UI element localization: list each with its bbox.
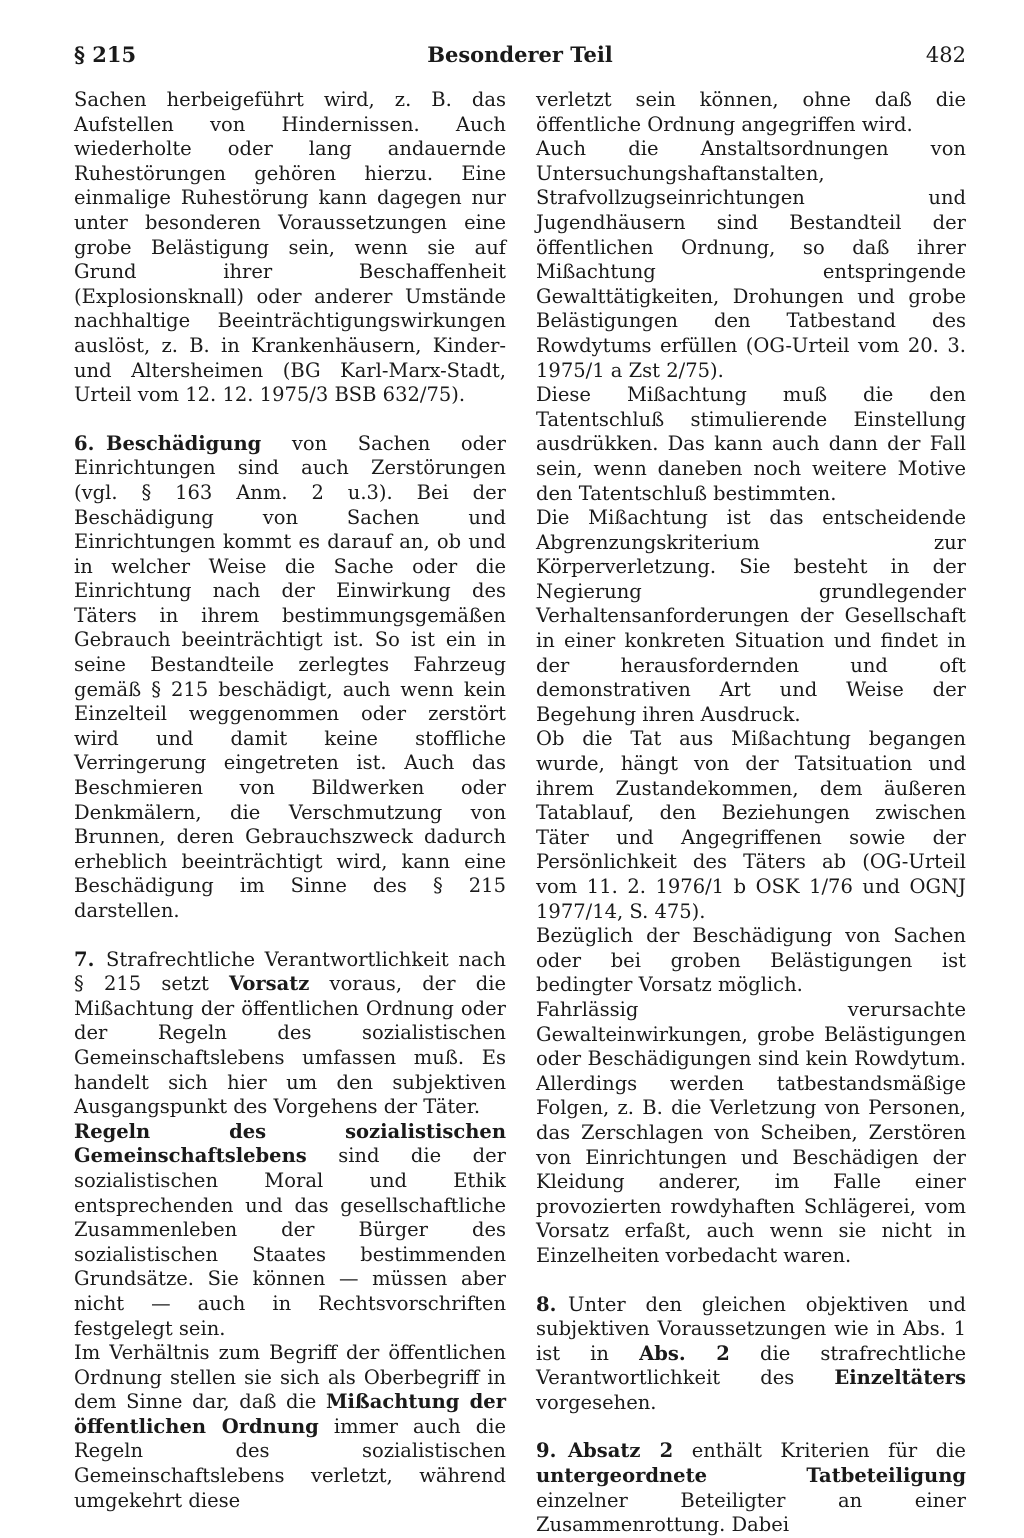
paragraph-text: Im Verhältnis zum Begriff der öffentlichen Ordnung stellen sie sich als Oberbegriff in dem Sinne dar, daß die	[74, 1341, 506, 1414]
page-header	[74, 38, 966, 72]
note-number: 9.	[536, 1439, 557, 1463]
note-text: enthält Kriterien für die	[673, 1439, 966, 1463]
paragraph: Die Mißachtung ist das entscheidende Abgrenzungskriterium zur Körperverletzung. Sie besteht in der Negierung grundlegender Verhaltensanforderungen der Gesellschaft in einer konkreten Situation und findet in der herausfordernden und oft demonstrativen Art und Weise der Begehung ihren Ausdruck.	[536, 506, 966, 726]
bold-term: Einzeltäters	[834, 1366, 966, 1390]
paragraph: Bezüglich der Beschädigung von Sachen oder bei groben Belästigungen ist bedingter Vorsatz möglich.	[536, 924, 966, 997]
bold-term: Absatz 2	[568, 1439, 674, 1463]
note-number: 7.	[74, 947, 95, 971]
note-text: voraus, der die Mißachtung der öffentlichen Ordnung oder der Regeln des sozialistischen Gemeinschaftslebens umfassen muß. Es handelt sich hier um den subjektiven Ausgangspunkt des Vorgehens der Täter.	[74, 972, 506, 1119]
paragraph: Diese Mißachtung muß die den Tatentschluß stimulierende Einstellung ausdrükken. Das kann auch dann der Fall sein, wenn daneben noch weitere Motive den Tatentschluß bestimmten.	[536, 383, 966, 505]
note-text: die strafrechtliche Verantwortlichkeit des	[536, 1341, 967, 1390]
left-column	[74, 88, 506, 1513]
bold-term: Abs. 2	[639, 1341, 730, 1365]
note-text: einzelner Beteiligter an einer Zusammenrottung. Dabei	[536, 1488, 966, 1537]
bold-term: Regeln des sozialistischen Gemeinschaftslebens	[74, 1119, 506, 1168]
note-9	[536, 1439, 966, 1537]
paragraph: Sachen herbeigeführt wird, z. B. das Aufstellen von Hindernissen. Auch wiederholte oder lang andauernde Ruhestörungen gehören hierzu. Eine einmalige Ruhestörung kann dagegen nur unter besonderen Voraussetzungen eine grobe Belästigung sein, wenn sie auf Grund ihrer Beschaffenheit (Explosionsknall) oder anderer Umstände nachhaltige Beeinträchtigungswirkungen auslöst, z. B. in Krankenhäusern, Kinder- und Altersheimen (BG Karl-Marx-Stadt, Urteil vom 12. 12. 1975/3 BSB 632/75).	[74, 88, 506, 407]
note-text: Unter den gleichen objektiven und subjektiven Voraussetzungen wie in Abs. 1 ist in	[536, 1292, 966, 1365]
running-title: Besonderer Teil	[427, 42, 613, 67]
bold-term: Beschädigung	[106, 431, 262, 455]
note-7	[74, 948, 506, 1120]
note-text: von Sachen oder Einrichtungen sind auch Zerstörungen (vgl. § 163 Anm. 2 u.3). Bei der Beschädigung von Sachen und Einrichtungen kommt es darauf an, ob und in welcher Weise die Sache oder die Einrichtung nach der Einwirkung des Täters in ihrem bestimmungsgemäßen Gebrauch beeinträchtigt ist. So ist ein in seine Bestandteile zerlegtes Fahrzeug gemäß § 215 beschädigt, auch wenn kein Einzelteil weggenommen oder zerstört wird und damit keine stoffliche Verringerung eingetreten ist. Auch das Beschmieren von Bildwerken oder Denkmälern, die Verschmutzung von Brunnen, deren Gebrauchszweck dadurch erheblich beeinträchtigt wird, kann eine Beschädigung im Sinne des § 215 darstellen.	[74, 431, 506, 922]
note-number: 6.	[74, 431, 95, 455]
paragraph: verletzt sein können, ohne daß die öffentliche Ordnung angegriffen wird.	[536, 88, 966, 136]
note-8	[536, 1293, 966, 1416]
bold-term: untergeordnete Tatbeteiligung	[536, 1464, 966, 1488]
paragraph: Ob die Tat aus Mißachtung begangen wurde, hängt von der Tatsituation und ihrem Zustandekommen, dem äußeren Tatablauf, den Beziehungen zwischen Täter und Angegriffenen sowie der Persönlichkeit des Täters ab (OG-Urteil vom 11. 2. 1976/1 b OSK 1/76 und OGNJ 1977/14, S. 475).	[536, 727, 966, 923]
note-number: 8.	[536, 1292, 557, 1316]
right-column	[536, 88, 966, 1538]
paragraph-text: sind die der sozialistischen Moral und Ethik entsprechenden und das gesellschaftliche Zusammenleben der Bürger des sozialistischen Staates bestimmenden Grundsätze. Sie können — müssen aber nicht — auch in Rechtsvorschriften festgelegt sein.	[74, 1144, 506, 1340]
paragraph-verhaeltnis	[74, 1341, 506, 1513]
paragraph-text: immer auch die Regeln des sozialistischen Gemeinschaftslebens verletzt, während umgekehrt diese	[74, 1414, 506, 1512]
paragraph: Auch die Anstaltsordnungen von Untersuchungshaftanstalten, Strafvollzugseinrichtungen und Jugendhäusern sind Bestandteil der öffentlichen Ordnung, so daß ihrer Mißachtung entspringende Gewalttätigkeiten, Drohungen und grobe Belästigungen den Tatbestand des Rowdytums erfüllen (OG-Urteil vom 20. 3. 1975/1 a Zst 2/75).	[536, 137, 966, 382]
bold-term: Mißachtung der öffentlichen Ordnung	[74, 1390, 506, 1438]
paragraph-regeln	[74, 1120, 506, 1341]
page-number: 482	[925, 43, 966, 67]
note-6	[74, 432, 506, 924]
paragraph: Fahrlässig verursachte Gewalteinwirkungen, grobe Belästigungen oder Beschädigungen sind kein Rowdytum. Allerdings werden tatbestandsmäßige Folgen, z. B. die Verletzung von Personen, das Zerschlagen von Scheiben, Zerstören von Einrichtungen und Beschädigen der Kleidung anderer, im Falle einer provozierten rowdyhaften Schlägerei, vom Vorsatz erfaßt, auch wenn sie nicht in Einzelheiten vorbedacht waren.	[536, 997, 966, 1267]
bold-term: Vorsatz	[229, 972, 310, 996]
note-text: vorgesehen.	[536, 1390, 657, 1414]
section-number: § 215	[74, 42, 137, 67]
note-text: Strafrechtliche Verantwortlichkeit nach § 215 setzt	[74, 947, 506, 996]
